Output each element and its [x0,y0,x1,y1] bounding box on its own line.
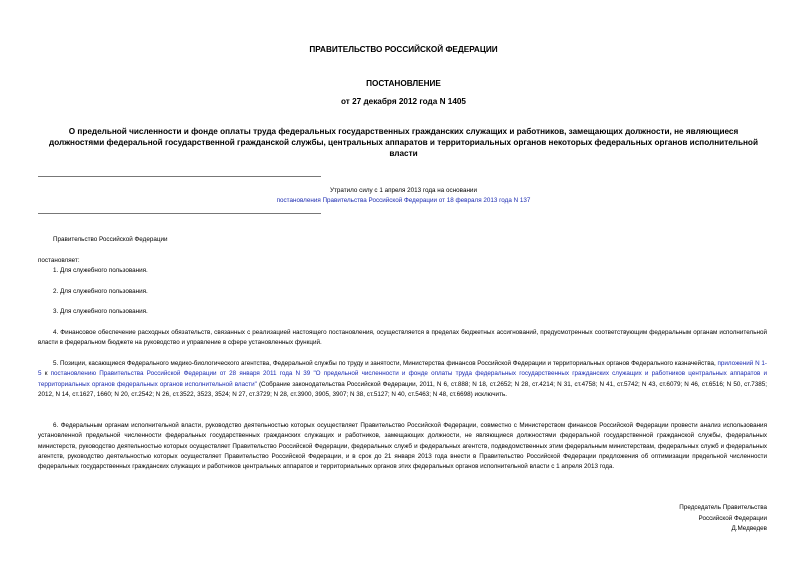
resolution-39-link[interactable]: постановлению Правительства Российской Федерации от 28 января 2011 года N 39 "О предельной численности и фонде оплаты труда федеральных государственных гражданских служащих и работников центральных аппаратов и территориальных органов федеральных органов исполнительной власти" [38,370,768,388]
issuer-heading: ПРАВИТЕЛЬСТВО РОССИЙСКОЙ ФЕДЕРАЦИИ [309,45,498,54]
status-note [0,186,807,206]
item-3: 3. Для служебного пользования. [53,308,148,315]
document-title: О предельной численности и фонде оплаты труда федеральных государственных гражданских служащих и работников, замещающих должности, не являющиеся должностями федеральной государственной гражданской службы, центральных аппаратов и территориальных органов некоторых федеральных органов исполнительной власти [49,127,758,158]
status-text: Утратило силу с 1 апреля 2013 года на основании [330,187,477,194]
document-type-heading: ПОСТАНОВЛЕНИЕ [366,79,441,88]
signature-name: Д.Медведев [731,525,767,532]
item-4: 4. Финансовое обеспечение расходных обязательств, связанных с реализацией настоящего постановления, осуществляется в пределах бюджетных ассигнований, предусмотренных соответствующим федеральным органам исполнительной власти в федеральном бюджете на руководство и управление в сфере установленных функций. [38,329,767,347]
item-5-text-start: 5. Позиции, касающиеся Федерального медико-биологического агентства, Федеральной службы по труду и занятости, Министерства финансов Российской Федерации и территориальных органов Федерального казначейства, [53,360,716,367]
intro-paragraph: Правительство Российской Федерации [53,236,168,243]
appendix-link[interactable]: приложений N 1-5 [38,360,767,378]
signature-position: Председатель Правительства [679,504,767,511]
item-5-text-mid: к [44,370,48,378]
item-6: 6. Федеральным органам исполнительной власти, руководство деятельностью которых осуществляет Правительство Российской Федерации, совместно с Министерством финансов Российской Федерации провести анализ использования установленной предельной численности федеральных государственных гражданских служащих и работников, замещающих должности, не являющиеся должностями федеральной государственной гражданской службы, федеральных министерств, руководство деятельностью которых осуществляет Правительство Российской Федерации, федеральных служб и федеральных агентств, подведомственных этим федеральным министерствам, федеральных служб и федеральных агентств, руководство деятельностью которых осуществляет Правительство Российской Федерации, и в срок до 21 января 2013 года внести в Правительство Российской Федерации предложения об оптимизации предельной численности федеральных государственных гражданских служащих и работников центральных аппаратов и территориальных органов этих федеральных органов исполнительной власти с 1 апреля 2013 года. [38,422,767,471]
item-1: 1. Для служебного пользования. [53,267,148,274]
divider-bottom [38,213,321,214]
signature-organization: Российской Федерации [698,514,767,522]
divider-top [38,176,321,177]
item-5-text-end: (Собрание законодательства Российской Федерации, 2011, N 6, ст.888; N 18, ст.2652; N 28, ст.4214; N 31, ст.4758; N 41, ст.5742; N 43, ст.6079; N 46, ст.6516; N 50, ст.7385; 2012, N 14, ст.1627, 1660; N 20, ст.2542; N 26, ст.3522, 3523, 3524; N 27, ст.3729; N 28, ст.3900, 3905, 3907; N 38, ст.5127; N 40, ст.5463; N 48, ст.6698) исключить. [38,380,767,398]
item-2: 2. Для служебного пользования. [53,288,148,295]
date-number-heading: от 27 декабря 2012 года N 1405 [341,97,466,106]
status-link[interactable]: постановления Правительства Российской Федерации от 18 февраля 2013 года N 137 [276,197,531,204]
item-5 [38,359,767,400]
decree-word: постановляет: [38,257,80,264]
signature-block [679,503,767,535]
